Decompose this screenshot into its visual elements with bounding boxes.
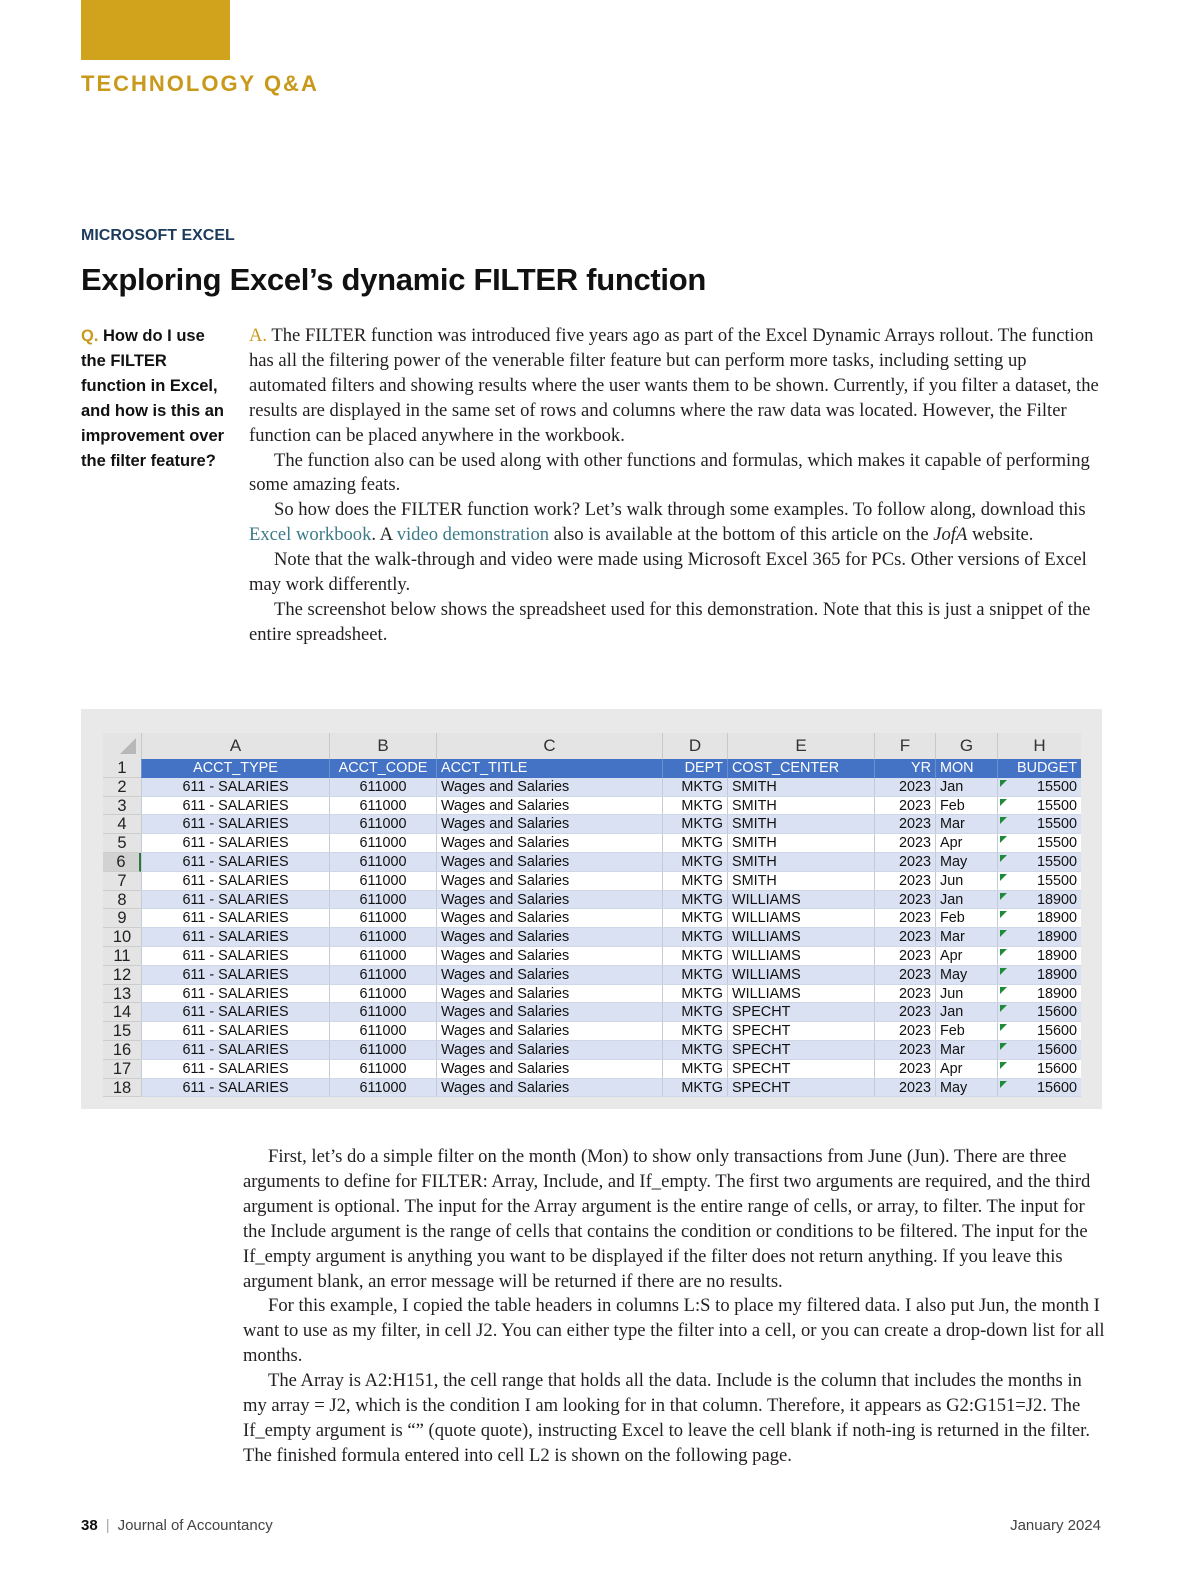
table-cell[interactable]: WILLIAMS [727,947,874,965]
table-cell[interactable]: 611000 [329,834,436,852]
table-cell[interactable]: 2023 [874,1022,935,1040]
table-cell[interactable]: MKTG [662,853,727,871]
table-cell[interactable]: SMITH [727,778,874,796]
header-cell[interactable]: COST_CENTER [727,759,874,778]
header-cell[interactable]: YR [874,759,935,778]
number-as-text-indicator-icon [1000,1062,1007,1069]
row-number[interactable]: 14 [103,1003,141,1022]
row-number[interactable]: 17 [103,1060,141,1079]
table-cell[interactable]: Wages and Salaries [436,928,662,946]
table-cell[interactable]: Apr [935,947,997,965]
table-cell[interactable]: SPECHT [727,1079,874,1097]
row-number[interactable]: 5 [103,834,141,853]
answer-marker: A. [249,325,268,346]
table-cell[interactable]: WILLIAMS [727,966,874,984]
number-as-text-indicator-icon [1000,893,1007,900]
table-cell[interactable] [997,815,1081,833]
table-row [141,928,1081,947]
table-cell[interactable]: MKTG [662,947,727,965]
table-cell[interactable]: Jan [935,891,997,909]
table-cell[interactable] [997,928,1081,946]
budget-value: 18900 [1036,929,1077,946]
table-cell[interactable]: WILLIAMS [727,985,874,1003]
table-cell[interactable]: Wages and Salaries [436,1060,662,1078]
answer-p3-text-1: So how does the FILTER function work? Let’s walk through some examples. To follow along, download this [274,499,1086,521]
table-cell[interactable]: 611000 [329,909,436,927]
table-cell[interactable]: WILLIAMS [727,891,874,909]
budget-value: 15500 [1036,778,1077,795]
table-cell[interactable]: May [935,966,997,984]
body-paragraph-3: The Array is A2:H151, the cell range that holds all the data. Include is the column that includes the months in my array = J2, which is the condition I am looking for in that column. Therefore, it appears as G2:G151=J2. The If_empty argument is “” (quote quote), instructing Excel to leave the cell blank if noth-ing is returned in the filter. The finished formula entered into cell L2 is shown on the following page. [243,1370,1090,1466]
number-as-text-indicator-icon [1000,874,1007,881]
header-gold-bar [81,0,230,60]
answer-p1-text: The FILTER function was introduced five years ago as part of the Excel Dynamic Arrays rollout. The function has all the filtering power of the venerable filter feature but can perform more tasks, including setting up automated filters and showing results where the user wants them to be shown. Currently, if you filter a dataset, the results are displayed in the same set of rows and columns where the raw data was located. However, the Filter function can be placed anywhere in the workbook. [249,325,1099,446]
table-cell[interactable]: Wages and Salaries [436,834,662,852]
table-cell[interactable]: 611 - SALARIES [141,797,329,815]
budget-value: 18900 [1036,947,1077,964]
header-cell[interactable]: ACCT_TITLE [436,759,662,778]
table-cell[interactable]: 2023 [874,778,935,796]
budget-value: 15500 [1036,835,1077,852]
table-row [141,909,1081,928]
table-cell[interactable] [997,1022,1081,1040]
table-cell[interactable]: 611 - SALARIES [141,834,329,852]
table-row [141,985,1081,1004]
table-cell[interactable] [997,778,1081,796]
row-number[interactable]: 11 [103,947,141,966]
spreadsheet [103,733,1081,1097]
table-cell[interactable]: Jan [935,778,997,796]
table-cell[interactable]: 611000 [329,853,436,871]
column-header-f[interactable]: F [874,733,935,759]
number-as-text-indicator-icon [1000,817,1007,824]
body-text [243,1145,1105,1469]
table-cell[interactable]: 611000 [329,928,436,946]
table-cell[interactable]: SMITH [727,853,874,871]
question-marker: Q. [81,327,99,345]
table-cell[interactable]: 611 - SALARIES [141,966,329,984]
table-cell[interactable]: 611 - SALARIES [141,985,329,1003]
table-cell[interactable]: MKTG [662,966,727,984]
column-headers [141,733,1081,759]
table-cell[interactable]: MKTG [662,778,727,796]
table-cell[interactable] [997,891,1081,909]
row-number[interactable]: 1 [103,759,141,778]
table-cell[interactable]: Jan [935,1003,997,1021]
table-cell[interactable]: 611 - SALARIES [141,853,329,871]
answer-p3-text-3: also is available at the bottom of this article on the [549,524,934,546]
table-cell[interactable]: Mar [935,1041,997,1059]
table-cell[interactable]: MKTG [662,1060,727,1078]
table-cell[interactable]: MKTG [662,797,727,815]
table-cell[interactable]: Wages and Salaries [436,947,662,965]
answer-paragraph-4: Note that the walk-through and video were made using Microsoft Excel 365 for PCs. Other versions of Excel may work differently. [249,549,1087,596]
column-header-d[interactable]: D [662,733,727,759]
table-cell[interactable]: Apr [935,1060,997,1078]
table-cell[interactable]: 2023 [874,797,935,815]
table-cell[interactable]: Wages and Salaries [436,909,662,927]
table-cell[interactable]: 611 - SALARIES [141,891,329,909]
table-cell[interactable]: 611 - SALARIES [141,928,329,946]
table-cell[interactable]: 2023 [874,853,935,871]
table-cell[interactable]: WILLIAMS [727,909,874,927]
table-cell[interactable]: 611 - SALARIES [141,947,329,965]
question-text: How do I use the FILTER function in Excel, and how is this an improvement over the filter feature? [81,327,225,470]
article-headline: Exploring Excel’s dynamic FILTER function [81,262,707,297]
issue-date: January 2024 [1010,1517,1101,1534]
row-number[interactable]: 13 [103,985,141,1004]
table-cell[interactable] [997,1041,1081,1059]
number-as-text-indicator-icon [1000,780,1007,787]
table-cell[interactable]: Wages and Salaries [436,985,662,1003]
number-as-text-indicator-icon [1000,949,1007,956]
article-kicker: MICROSOFT EXCEL [81,227,235,244]
table-cell[interactable] [997,1079,1081,1097]
column-header-b[interactable]: B [329,733,436,759]
table-cell[interactable]: 2023 [874,909,935,927]
table-cell[interactable]: Wages and Salaries [436,872,662,890]
table-cell[interactable]: 611000 [329,778,436,796]
number-as-text-indicator-icon [1000,1081,1007,1088]
table-cell[interactable] [997,909,1081,927]
table-cell[interactable]: Jun [935,985,997,1003]
table-cell[interactable]: 611000 [329,815,436,833]
table-cell[interactable]: 611 - SALARIES [141,1022,329,1040]
table-cell[interactable]: MKTG [662,834,727,852]
column-header-g[interactable]: G [935,733,997,759]
header-cell[interactable]: ACCT_TYPE [141,759,329,778]
table-cell[interactable]: MKTG [662,891,727,909]
header-cell[interactable]: BUDGET [997,759,1081,778]
number-as-text-indicator-icon [1000,1005,1007,1012]
page-number: 38 [81,1517,98,1534]
table-cell[interactable]: 611 - SALARIES [141,909,329,927]
answer-paragraph-3 [249,498,1101,548]
table-cell[interactable]: WILLIAMS [727,928,874,946]
header-cell[interactable]: MON [935,759,997,778]
table-cell[interactable] [997,985,1081,1003]
table-cell[interactable]: 611 - SALARIES [141,778,329,796]
budget-value: 15500 [1036,872,1077,889]
table-cell[interactable]: Mar [935,815,997,833]
table-cell[interactable] [997,797,1081,815]
table-cell[interactable]: 611 - SALARIES [141,1041,329,1059]
table-cell[interactable] [997,947,1081,965]
table-cell[interactable]: 2023 [874,1079,935,1097]
select-all-corner[interactable] [103,733,141,759]
row-number[interactable]: 8 [103,891,141,910]
table-cell[interactable]: 611 - SALARIES [141,1060,329,1078]
table-cell[interactable]: Jun [935,872,997,890]
column-header-e[interactable]: E [727,733,874,759]
table-cell[interactable]: 2023 [874,1041,935,1059]
table-cell[interactable]: MKTG [662,985,727,1003]
budget-value: 15600 [1036,1060,1077,1077]
table-cell[interactable]: MKTG [662,1079,727,1097]
budget-value: 18900 [1036,985,1077,1002]
table-cell[interactable]: Apr [935,834,997,852]
table-cell[interactable] [997,966,1081,984]
answer-p3-text-4: website. [967,524,1034,546]
table-cell[interactable]: 2023 [874,872,935,890]
answer-p3-text-2: . A [371,524,397,546]
table-cell[interactable]: Wages and Salaries [436,1003,662,1021]
table-cell[interactable] [997,853,1081,871]
number-as-text-indicator-icon [1000,930,1007,937]
table-cell[interactable]: MKTG [662,1022,727,1040]
budget-value: 15500 [1036,816,1077,833]
budget-value: 18900 [1036,966,1077,983]
table-cell[interactable]: Mar [935,928,997,946]
table-cell[interactable]: 611 - SALARIES [141,815,329,833]
table-cell[interactable]: Wages and Salaries [436,1041,662,1059]
number-as-text-indicator-icon [1000,1043,1007,1050]
data-grid [141,759,1081,1097]
publication-name: Journal of Accountancy [117,1517,273,1534]
header-cell[interactable]: ACCT_CODE [329,759,436,778]
table-cell[interactable]: Wages and Salaries [436,891,662,909]
number-as-text-indicator-icon [1000,1024,1007,1031]
row-number[interactable]: 9 [103,909,141,928]
table-row [141,1079,1081,1098]
table-cell[interactable]: SPECHT [727,1041,874,1059]
table-row [141,891,1081,910]
body-paragraph-2: For this example, I copied the table headers in columns L:S to place my filtered data. I also put Jun, the month I want to use as my filter, in cell J2. You can either type the filter into a cell, or you can create a drop-down list for all months. [243,1295,1105,1367]
budget-value: 15600 [1036,1079,1077,1096]
table-cell[interactable]: Wages and Salaries [436,966,662,984]
column-header-a[interactable]: A [141,733,329,759]
table-cell[interactable]: 2023 [874,815,935,833]
table-cell[interactable] [997,834,1081,852]
spreadsheet-screenshot [81,709,1102,1109]
table-header-row [141,759,1081,778]
table-cell[interactable]: 611000 [329,1003,436,1021]
row-number[interactable]: 18 [103,1079,141,1098]
header-cell[interactable]: DEPT [662,759,727,778]
table-row [141,815,1081,834]
row-number[interactable]: 16 [103,1041,141,1060]
table-row [141,966,1081,985]
row-number[interactable]: 12 [103,966,141,985]
number-as-text-indicator-icon [1000,968,1007,975]
table-cell[interactable]: May [935,1079,997,1097]
table-cell[interactable]: SPECHT [727,1060,874,1078]
table-cell[interactable]: 611000 [329,1060,436,1078]
row-number[interactable]: 7 [103,872,141,891]
table-cell[interactable]: Wages and Salaries [436,778,662,796]
table-row [141,1003,1081,1022]
table-cell[interactable]: 611000 [329,985,436,1003]
table-cell[interactable]: 611 - SALARIES [141,1003,329,1021]
table-cell[interactable]: Wages and Salaries [436,797,662,815]
jofa-italic: JofA [933,524,968,546]
table-cell[interactable]: 2023 [874,891,935,909]
table-cell[interactable]: 2023 [874,1003,935,1021]
footer-separator: | [105,1517,110,1534]
table-cell[interactable]: SPECHT [727,1003,874,1021]
table-cell[interactable]: 611000 [329,797,436,815]
table-cell[interactable]: MKTG [662,815,727,833]
table-cell[interactable] [997,872,1081,890]
answer-paragraph-1 [249,324,1101,449]
table-cell[interactable]: 2023 [874,966,935,984]
table-cell[interactable]: 2023 [874,985,935,1003]
number-as-text-indicator-icon [1000,987,1007,994]
table-cell[interactable]: MKTG [662,872,727,890]
number-as-text-indicator-icon [1000,799,1007,806]
row-number[interactable]: 2 [103,778,141,797]
table-cell[interactable]: SMITH [727,834,874,852]
body-paragraph-1: First, let’s do a simple filter on the month (Mon) to show only transactions from June (Jun). There are three arguments to define for FILTER: Array, Include, and If_empty. The first two arguments are required, and the third argument is optional. The input for the Array argument is the entire range of cells, or array, to filter. The input for the Include argument is the range of cells that contains the condition or conditions to be filtered. The input for the If_empty argument is anything you want to be displayed if the filter does not return anything. If you leave this argument blank, an error message will be returned if there are no results. [243,1146,1091,1292]
number-as-text-indicator-icon [1000,836,1007,843]
table-cell[interactable]: MKTG [662,1041,727,1059]
row-number[interactable]: 4 [103,815,141,834]
budget-value: 15600 [1036,1004,1077,1021]
column-header-c[interactable]: C [436,733,662,759]
table-cell[interactable]: 2023 [874,834,935,852]
budget-value: 15600 [1036,1023,1077,1040]
row-number[interactable]: 3 [103,797,141,816]
table-cell[interactable]: MKTG [662,909,727,927]
excel-workbook-link[interactable]: Excel workbook [249,524,372,546]
table-cell[interactable]: MKTG [662,1003,727,1021]
number-as-text-indicator-icon [1000,855,1007,862]
table-row [141,778,1081,797]
answer-paragraph-5: The screenshot below shows the spreadsheet used for this demonstration. Note that this is just a snippet of the entire spreadsheet. [249,598,1091,645]
table-cell[interactable]: 611000 [329,872,436,890]
table-cell[interactable] [997,1003,1081,1021]
row-number[interactable]: 6 [103,853,141,872]
table-cell[interactable]: 611000 [329,1079,436,1097]
select-all-icon [120,738,136,754]
number-as-text-indicator-icon [1000,911,1007,918]
table-cell[interactable]: MKTG [662,928,727,946]
table-cell[interactable]: 611000 [329,947,436,965]
table-cell[interactable]: SMITH [727,815,874,833]
footer-left [81,1517,273,1534]
table-row [141,834,1081,853]
table-cell[interactable]: SMITH [727,872,874,890]
table-row [141,872,1081,891]
table-row [141,1022,1081,1041]
budget-value: 18900 [1036,891,1077,908]
budget-value: 15500 [1036,853,1077,870]
table-row [141,797,1081,816]
table-cell[interactable]: 611000 [329,891,436,909]
table-cell[interactable]: Feb [935,1022,997,1040]
table-cell[interactable]: 611000 [329,966,436,984]
table-cell[interactable]: Wages and Salaries [436,1079,662,1097]
table-row [141,853,1081,872]
table-row [141,1041,1081,1060]
table-cell[interactable]: 2023 [874,928,935,946]
table-row [141,947,1081,966]
table-cell[interactable]: Feb [935,909,997,927]
table-cell[interactable]: 611 - SALARIES [141,1079,329,1097]
table-cell[interactable] [997,1060,1081,1078]
table-cell[interactable]: Feb [935,797,997,815]
section-label: TECHNOLOGY Q&A [81,71,319,96]
table-cell[interactable]: Wages and Salaries [436,815,662,833]
table-cell[interactable]: 611000 [329,1022,436,1040]
table-cell[interactable]: May [935,853,997,871]
video-demonstration-link[interactable]: video demonstration [396,524,550,546]
answer-block [249,324,1101,648]
table-cell[interactable]: 2023 [874,947,935,965]
row-number[interactable]: 15 [103,1022,141,1041]
budget-value: 15600 [1036,1041,1077,1058]
table-cell[interactable]: 611000 [329,1041,436,1059]
table-cell[interactable]: Wages and Salaries [436,1022,662,1040]
budget-value: 18900 [1036,910,1077,927]
table-cell[interactable]: SMITH [727,797,874,815]
answer-paragraph-2: The function also can be used along with other functions and formulas, which makes it capable of performing some amazing feats. [249,449,1090,496]
table-cell[interactable]: SPECHT [727,1022,874,1040]
column-header-h[interactable]: H [997,733,1081,759]
row-numbers [103,759,141,1097]
table-cell[interactable]: Wages and Salaries [436,853,662,871]
budget-value: 15500 [1036,797,1077,814]
table-cell[interactable]: 2023 [874,1060,935,1078]
question-block [81,324,231,474]
table-row [141,1060,1081,1079]
table-cell[interactable]: 611 - SALARIES [141,872,329,890]
row-number[interactable]: 10 [103,928,141,947]
